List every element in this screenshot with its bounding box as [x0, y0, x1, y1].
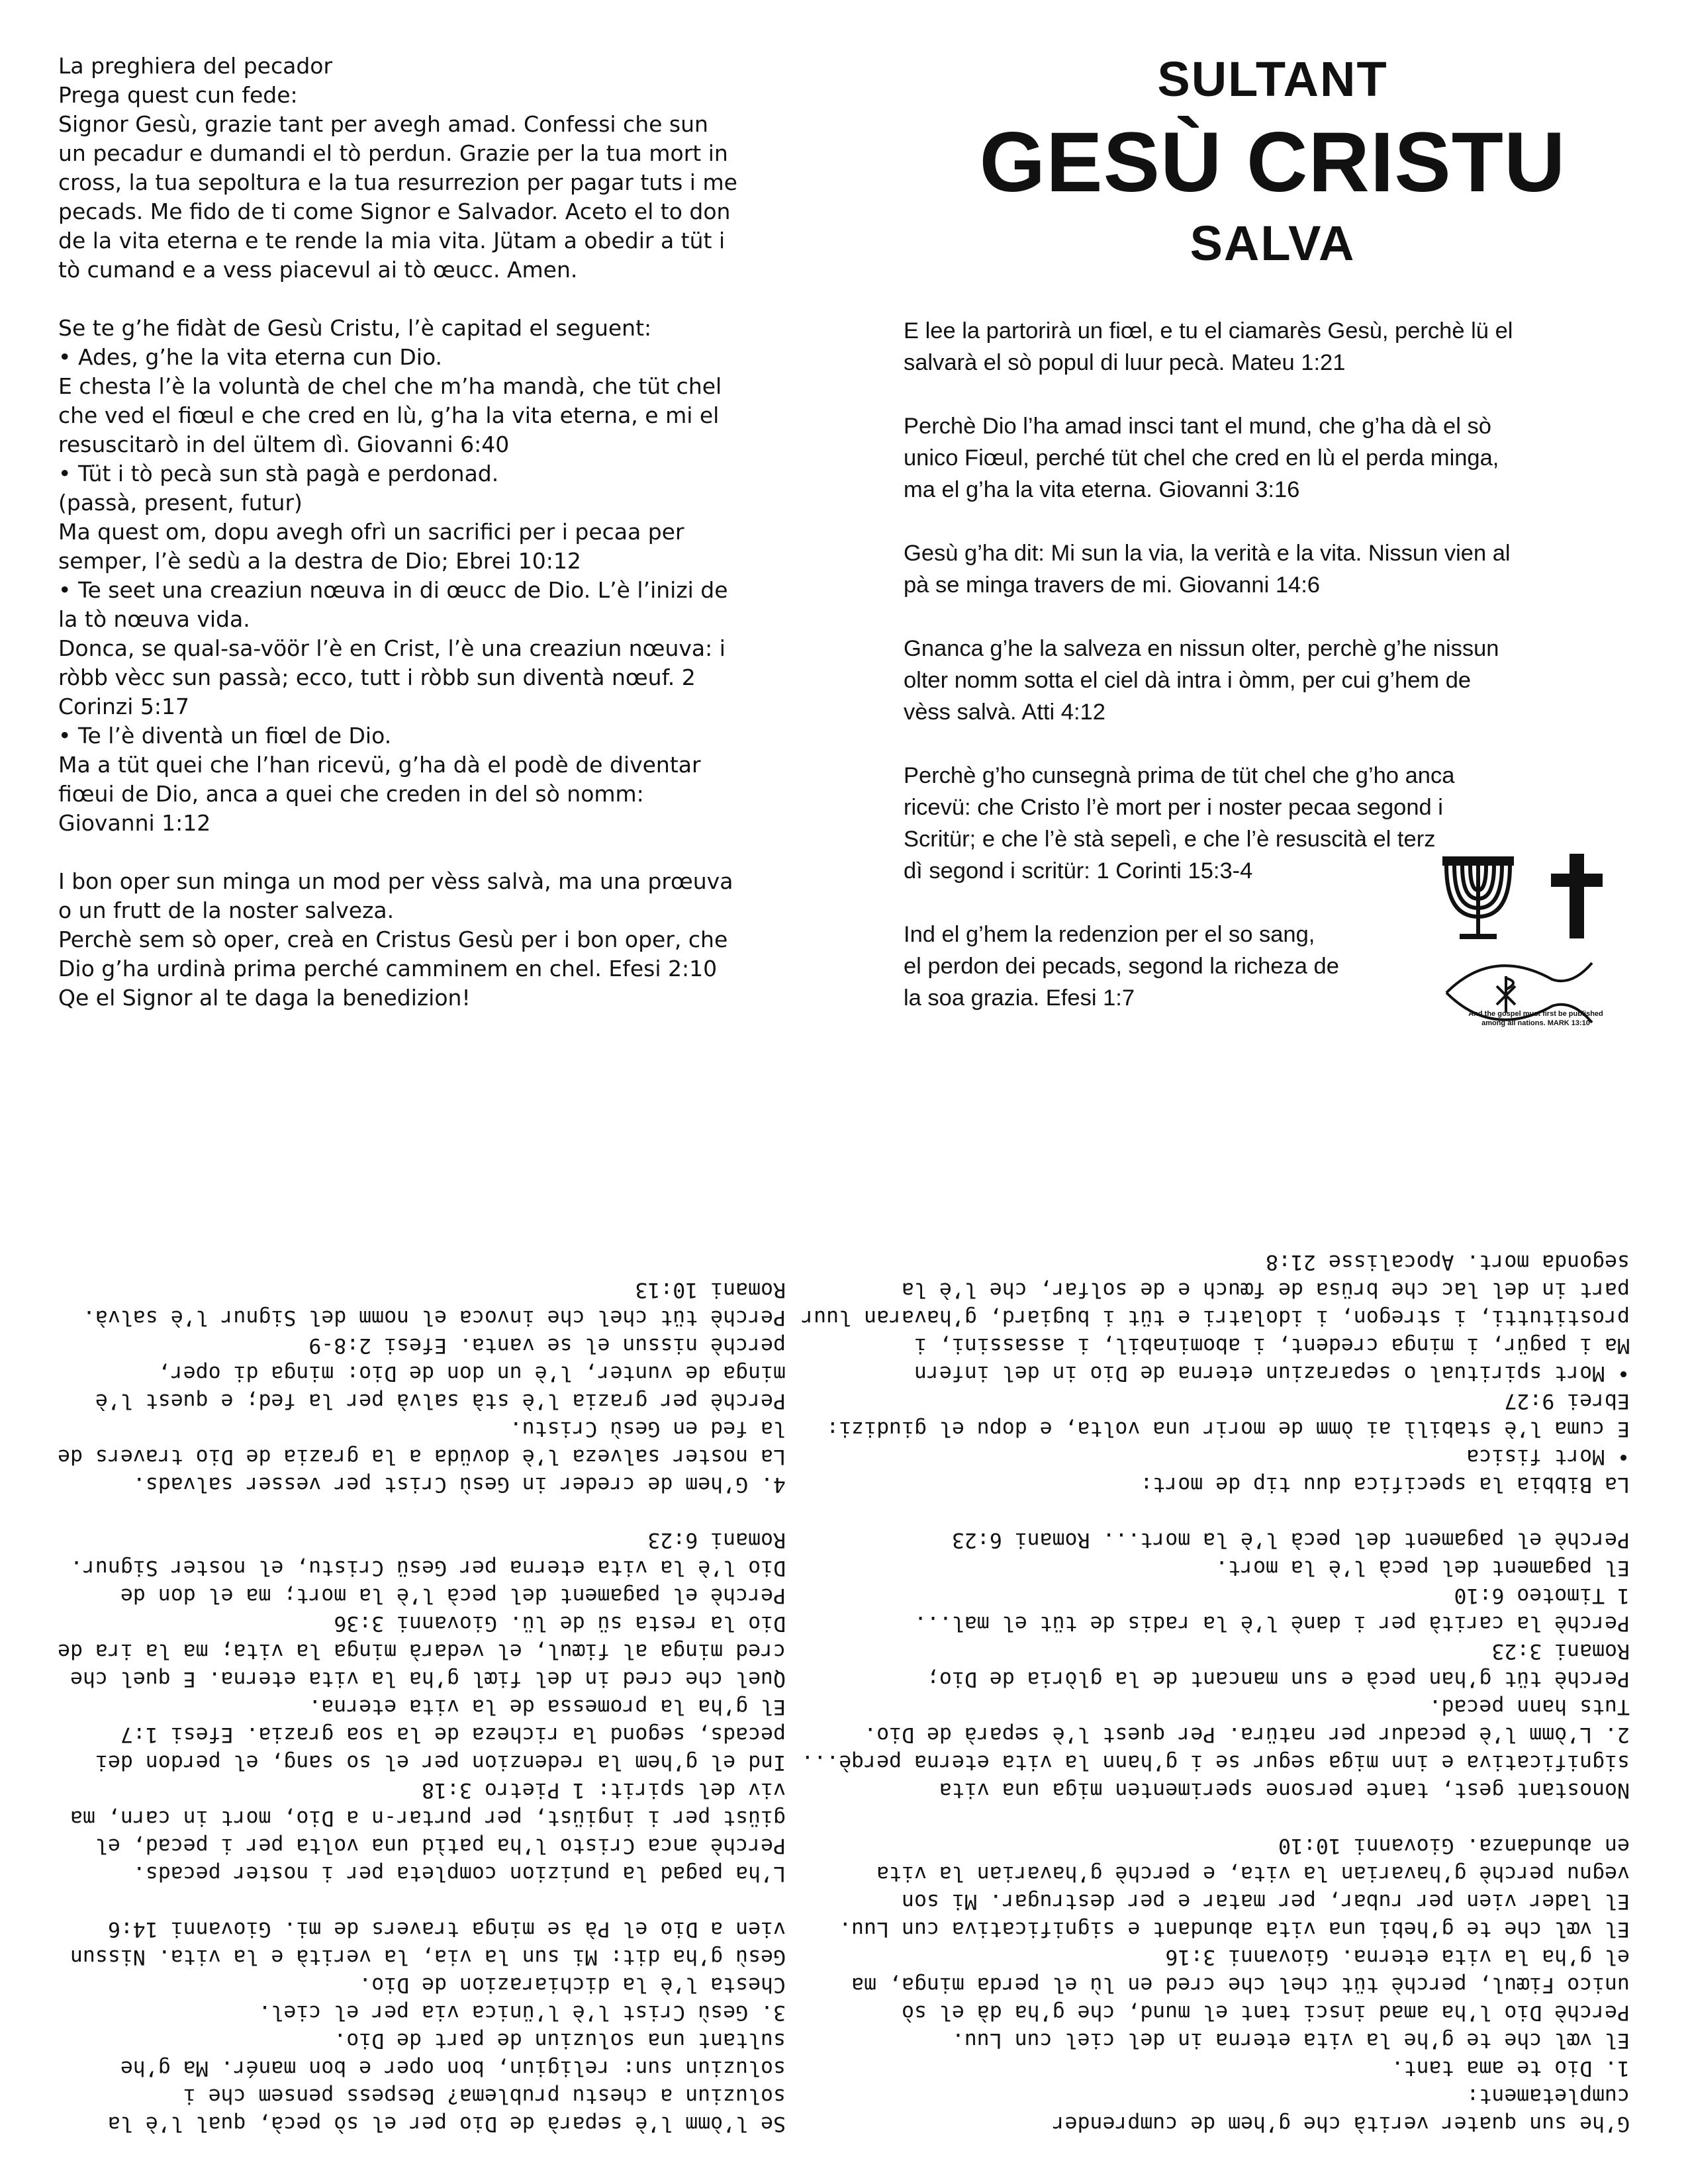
blank-line — [58, 838, 798, 867]
text-line: (passà, present, futur) — [58, 490, 303, 516]
blank-line — [46, 1888, 786, 1915]
text-line: Dio la resta sü de lü. Giovanni 3:36 — [334, 1612, 786, 1635]
text-line: • Tüt i tò pecà sun stà pagà e perdonad. — [58, 461, 499, 486]
verse-line: Perchè Dio l’ha amad insci tant el mund, che g’ha dà el sò — [904, 414, 1491, 439]
text-line: Ma a tüt quei che l’han ricevü, g’ha dà el podè de diventar — [58, 752, 701, 778]
text-line: sultant una soluziun de part de Dio. — [334, 2028, 786, 2052]
panel-cover — [844, 0, 1688, 1092]
text-line: I bon oper sun minga un mod per vèss salvà, ma una prœuva — [58, 868, 733, 894]
four-truths-text-block — [801, 1248, 1630, 2138]
text-line: cumpletament: — [1466, 2084, 1630, 2108]
text-line: 2. L’òmm l’è pecadur per natüra. Per quest l’è separà de Dio. — [864, 1723, 1630, 1747]
text-line: Signor Gesù, grazie tant per avegh amad. Confessi che sun — [58, 111, 708, 137]
verse-line: ma el g’ha la vita eterna. Giovanni 3:16 — [904, 477, 1300, 502]
text-line: La noster salveza l’è dovüda a la grazia de Dio travers de — [58, 1445, 786, 1469]
menorah-icon — [1442, 856, 1514, 936]
text-line: o un frutt de la noster salveza. — [58, 897, 395, 923]
text-line: Prega quest cun fede: — [58, 82, 298, 108]
text-line: un pecadur e dumandi el tò perdun. Grazie per la tua mort in — [58, 140, 728, 166]
text-line: Romani 3:23 — [1491, 1639, 1630, 1663]
solution-text-block — [46, 1276, 786, 2138]
verse-line: olter nomm sotta el ciel dà intra i òmm, per cui g’hem de — [904, 668, 1472, 693]
text-line: G’he sun quater verità che g’hem de cumprender — [1052, 2112, 1630, 2136]
cross-icon — [1551, 854, 1603, 938]
text-line: pecads. Me fido de ti come Signor e Salvador. Aceto el to don — [58, 199, 731, 224]
text-line: tò cumand e a vess piacevul ai tò œucc. Amen. — [58, 257, 578, 283]
panel-four-truths — [801, 1092, 1688, 2184]
verse-line: Scritür; e che l’è stà sepelì, e che l’è resuscità el terz — [904, 827, 1436, 852]
verse-line: dì segond i scritür: 1 Corinti 15:3-4 — [904, 858, 1253, 884]
text-line: E cuma l’è stabilì ai òmm de morir una volta, e dopu el giudizi: — [826, 1417, 1630, 1441]
text-line: El vœl che te g’he la vita eterna in del ciel cun Luu. — [951, 2028, 1630, 2052]
text-line: Giovanni 1:12 — [58, 810, 211, 836]
text-line: Se l’òmm l’è separà de Dio per el sò pecà, qual l’è la — [107, 2112, 786, 2136]
text-line: che ved el fiœul e che cred en lù, g’ha la vita eterna, e mi el — [58, 402, 720, 428]
verse-line: Gesù g’ha dit: Mi sun la via, la verità e la vita. Nissun vien al — [904, 541, 1511, 566]
text-line: la fed en Gesù Cristu. — [509, 1417, 786, 1441]
text-line: la tò nœuva vida. — [58, 606, 250, 632]
text-line: • Te l’è diventà un fiœl de Dio. — [58, 723, 392, 749]
text-line: Perchè tüt g’han pecà e sun mancant de la glòria de Dio; — [926, 1667, 1630, 1691]
verse-line: ricevü: che Cristo l’è mort per i noster pecaa segond i — [904, 795, 1443, 820]
text-line: vegnu perchè g’havarian la vita, e perchè g’havarian la vita — [876, 1862, 1630, 1886]
text-line: viv del spirit: 1 Pietro 3:18 — [422, 1778, 786, 1802]
verse-line: Perchè g’ho cunsegnà prima de tüt chel che g’ho anca — [904, 763, 1455, 788]
text-line: cred minga al fiœul, el vedarà minga la vita; ma la ira de — [58, 1639, 786, 1663]
text-line: La preghiera del pecador — [58, 53, 333, 79]
text-line: 1 Timoteo 6:10 — [1454, 1584, 1630, 1608]
verse-line: la soa grazia. Efesi 1:7 — [904, 985, 1135, 1011]
text-line: giüst per i ingiüst, per purtar-n a Dio, mort in carn, ma — [70, 1806, 786, 1830]
text-line: Perchè anca Cristo l’ha patìd una volta per i pecad, el — [95, 1834, 786, 1858]
text-line: Perchè la carità per i danè l’è la radis de tüt el mal... — [914, 1612, 1630, 1635]
text-line: Nonostant gest, tante persone sperimenten miga una vita — [939, 1778, 1630, 1802]
text-line: pecads, segond la richeza de la soa grazia. Efesi 1:7 — [120, 1723, 786, 1747]
cover-title — [904, 46, 1642, 277]
text-line: 3. Gesù Crist l’è l’ünica via per el ciel. — [258, 2001, 786, 2025]
text-line: segonda mort. Apocalisse 21:8 — [1266, 1250, 1630, 1274]
text-line: Romani 10:13 — [635, 1278, 786, 1302]
text-line: E chesta l’è la voluntà de chel che m’ha mandà, che tüt chel — [58, 373, 722, 399]
text-line: • Te seet una creaziun nœuva in di œucc de Dio. L’è l’inizi de — [58, 577, 728, 603]
text-line: El lader vien per rubar, per matar e per destrugar. Mi son — [902, 1889, 1630, 1913]
verse-line: unico Fiœul, perché tüt chel che cred en lù el perda minga, — [904, 445, 1499, 471]
text-line: fiœui de Dio, anca a quei che creden in del sò nomm: — [58, 781, 644, 807]
title-salva: SALVA — [1190, 216, 1356, 271]
blank-line — [46, 1498, 786, 1526]
text-line: Qe el Signor al te daga la benedizion! — [58, 985, 471, 1011]
text-line: soluziun sun: religiun, bon oper e bon manér. Ma g’he — [120, 2056, 786, 2080]
text-line: Corinzi 5:17 — [58, 694, 189, 719]
text-line: Quel che cred in del fiœl g’ha la vita eterna. E quel che — [70, 1667, 786, 1691]
text-line: de la vita eterna e te rende la mia vita. Jütam a obedir a tüt i — [58, 228, 726, 253]
verse-line: salvarà el sò popul di luur pecà. Mateu 1:21 — [904, 350, 1346, 375]
verse-paragraph — [904, 315, 1642, 379]
panel-solution — [0, 1092, 844, 2184]
text-line: Dio l’è la vita eterna per Gesü Cristu, el noster Signur. — [70, 1556, 786, 1580]
verse-line: E lee la partorirà un fiœl, e tu el ciamarès Gesù, perchè lü el — [904, 318, 1513, 343]
text-line: soluziun a chestu prublema? Despess pensem che i — [183, 2084, 786, 2108]
text-line: Perchè el pagament del pecà l’è la mort... Romani 6:23 — [951, 1528, 1630, 1552]
text-line: ròbb vècc sun passà; ecco, tutt i ròbb sun diventà nœuf. 2 — [58, 664, 696, 690]
text-line: L’ha pagad la punizion completa per i noster pecads. — [132, 1862, 786, 1886]
text-line: semper, l’è sedù a la destra de Dio; Ebrei 10:12 — [58, 548, 581, 574]
text-line: Ebrei 9:27 — [1504, 1389, 1630, 1413]
text-line: Donca, se qual-sa-vöör l’è en Crist, l’è una creaziun nœuva: i — [58, 635, 726, 661]
text-line: prostitutti, i stregon, i idolatri e tüt i bugiard, g’havaran luur — [801, 1306, 1630, 1330]
text-line: Ma i pagür, i minga credent, i abominabil, i assassini, i — [914, 1334, 1630, 1357]
verse-line: Ind el g’hem la redenzion per el so sang, — [904, 922, 1315, 947]
text-line: Perchè sem sò oper, creà en Cristus Gesù per i bon oper, che — [58, 927, 728, 952]
text-line: part in del lac che brüsa de fœuch e de solfar, che l’è la — [902, 1278, 1630, 1302]
text-line: • Mort fisica — [1466, 1445, 1630, 1469]
verse-line: el perdon dei pecads, segond la richeza de — [904, 954, 1339, 979]
text-line: Perchè per grazia l’è stà salvà per la fed; e quest l’è — [95, 1389, 786, 1413]
verse-line: vèss salvà. Atti 4:12 — [904, 700, 1105, 725]
prayer-text-block — [58, 52, 798, 1013]
text-line: en abundanza. Giovanni 10:10 — [1278, 1834, 1630, 1858]
blank-line — [58, 285, 798, 314]
text-line: Chesta l’è la dichiarazion de Dio. — [359, 1973, 786, 1997]
text-line: Perchè el pagament del pecà l’è la mort; ma el don de — [120, 1584, 786, 1608]
mark-caption — [1427, 1009, 1645, 1028]
text-line: el g’ha la vita eterna. Giovanni 3:16 — [1165, 1945, 1630, 1969]
text-line: resuscitarò in del ültem dì. Giovanni 6:40 — [58, 432, 510, 457]
blank-line — [890, 1804, 1630, 1832]
verse-paragraph — [904, 633, 1642, 728]
text-line: La Bibbia la specifica duu tip de mort: — [1140, 1473, 1630, 1496]
text-line: • Ades, g’he la vita eterna cun Dio. — [58, 344, 443, 370]
verse-paragraph — [904, 410, 1642, 506]
verse-paragraph — [904, 537, 1642, 601]
text-line: El pagament del pecà l’è la mort. — [1215, 1556, 1630, 1580]
caption-line-1: And the gospel must first be published — [1468, 1010, 1603, 1018]
text-line: Romani 6:23 — [647, 1528, 786, 1552]
text-line: vien a Dio el Pà se minga travers de mi. Giovanni 14:6 — [107, 1917, 786, 1941]
text-line: 4. G’hem de creder in Gesù Crist per vesser salvads. — [132, 1473, 786, 1496]
text-line: minga de vunter, l’è un don de Dio: minga di oper, — [158, 1361, 786, 1385]
verse-line: Gnanca g’he la salveza en nissun olter, perchè g’he nissun — [904, 636, 1499, 661]
text-line: Ind el g’hem la redenzion per el so sang, el perdon dei — [95, 1751, 786, 1774]
blank-line — [890, 1498, 1630, 1526]
panel-prayer — [0, 0, 844, 1092]
text-line: Perchè tüt chel che invoca el nomm del Signur l’è salvà. — [82, 1306, 786, 1330]
caption-line-2: among all nations. MARK 13:10 — [1481, 1019, 1590, 1027]
text-line: Tuts hann pecad. — [1429, 1695, 1630, 1719]
text-line: El vœl che te g’hebi una vita abundant e significativa cun Luu. — [839, 1917, 1630, 1941]
text-line: Perchè Dio l’ha amad insci tant el mund, che g’ha dà el sò — [902, 2001, 1630, 2025]
text-line: Gesù g’ha dit: Mi sun la via, la verità e la vita. Nissun — [70, 1945, 786, 1969]
text-line: Dio g’ha urdinà prima perché camminem en chel. Efesi 2:10 — [58, 956, 718, 981]
text-line: Ma quest om, dopu avegh ofrì un sacrifici per i pecaa per — [58, 519, 684, 545]
verse-line: pà se minga travers de mi. Giovanni 14:6 — [904, 572, 1320, 598]
text-line: cross, la tua sepoltura e la tua resurrezion per pagar tuts i me — [58, 169, 737, 195]
text-line: • Mort spiritual o separaziun eterna de Dio in del infern — [914, 1361, 1630, 1385]
text-line: El g’ha la promessa de la vita eterna. — [308, 1695, 786, 1719]
title-sultant: SULTANT — [1157, 52, 1388, 107]
text-line: perchè nissun el se vanta. Efesi 2:8-9 — [308, 1334, 786, 1357]
text-line: unico Fiœul, perchè tüt chel che cred en lù el perda minga, ma — [851, 1973, 1630, 1997]
text-line: Se te g’he fidàt de Gesù Cristu, l’è capitad el seguent: — [58, 315, 652, 341]
text-line: 1. Dio te ama tant. — [1391, 2056, 1630, 2080]
title-gesu-cristu: GESÙ CRISTU — [979, 115, 1566, 210]
text-line: significativa e inn miga segur se i g’hann la vita eterna perqè... — [801, 1751, 1630, 1774]
